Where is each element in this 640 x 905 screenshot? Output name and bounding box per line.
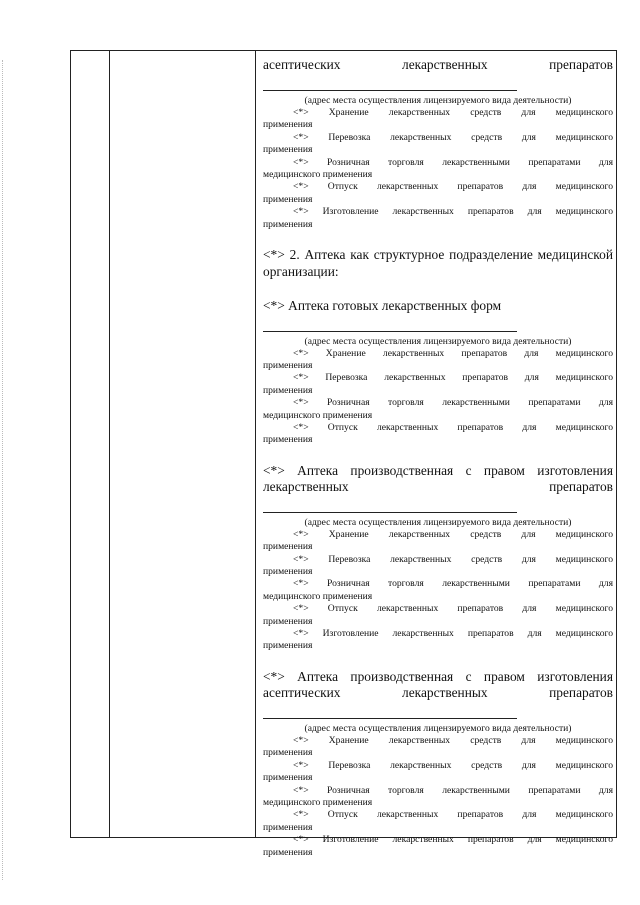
section-2-heading: <*> 2. Аптека как структурное подразделение медицинской организации: [263,247,613,279]
block-pharmacy-production [263,463,613,653]
list-item: <*> Розничная торговля лекарственными препаратами для медицинского применения [263,578,613,602]
list-item: <*> Отпуск лекарственных препаратов для медицинского применения [263,181,613,205]
address-label: (адрес места осуществления лицензируемого вида деятельности) [304,335,572,347]
list-item: <*> Отпуск лекарственных препаратов для медицинского применения [263,809,613,833]
list-item: <*> Розничная торговля лекарственными препаратами для медицинского применения [263,397,613,421]
block-top [263,57,613,231]
list-item: <*> Перевозка лекарственных препаратов для медицинского применения [263,372,613,396]
address-rule [263,90,517,91]
address-rule [263,512,517,513]
address-label: (адрес места осуществления лицензируемого вида деятельности) [304,722,572,734]
list-item: <*> Изготовление лекарственных препаратов для медицинского применения [263,206,613,230]
address-label: (адрес места осуществления лицензируемого вида деятельности) [304,95,572,106]
list-item: <*> Перевозка лекарственных средств для медицинского применения [263,131,613,156]
list-item: <*> Хранение лекарственных препаратов для медицинского применения [263,347,613,371]
list-item: <*> Розничная торговля лекарственными препаратами для медицинского применения [263,784,613,808]
column-divider-1 [109,51,110,837]
address-rule [263,718,517,719]
scan-edge [2,60,4,880]
list-item: <*> Хранение лекарственных средств для медицинского применения [263,107,613,131]
list-item: <*> Перевозка лекарственных средств для медицинского применения [263,553,613,578]
list-item: <*> Розничная торговля лекарственными препаратами для медицинского применения [263,156,613,181]
block-pharmacy-ready [263,298,613,447]
license-table [70,50,617,858]
list-item: <*> Хранение лекарственных средств для медицинского применения [263,734,613,759]
address-label: (адрес места осуществления лицензируемого вида деятельности) [304,516,572,528]
list-item: <*> Перевозка лекарственных средств для медицинского применения [263,759,613,784]
block-pharmacy-aseptic [263,669,613,859]
heading-line: асептических лекарственных препаратов [263,57,613,72]
block-heading: <*> Аптека производственная с правом изготовления лекарственных препаратов [263,462,613,495]
list-item: <*> Отпуск лекарственных препаратов для медицинского применения [263,603,613,627]
address-rule [263,331,517,332]
column-divider-2 [255,51,256,837]
block-heading: <*> Аптека готовых лекарственных форм [263,298,502,314]
list-item: <*> Отпуск лекарственных препаратов для медицинского применения [263,422,613,446]
list-item: <*> Изготовление лекарственных препаратов для медицинского применения [263,834,613,858]
list-item: <*> Изготовление лекарственных препаратов для медицинского применения [263,628,613,652]
activity-cell [263,57,613,859]
block-heading: <*> Аптека производственная с правом изготовления асептических лекарственных препаратов [263,668,613,701]
list-item: <*> Хранение лекарственных средств для медицинского применения [263,528,613,553]
